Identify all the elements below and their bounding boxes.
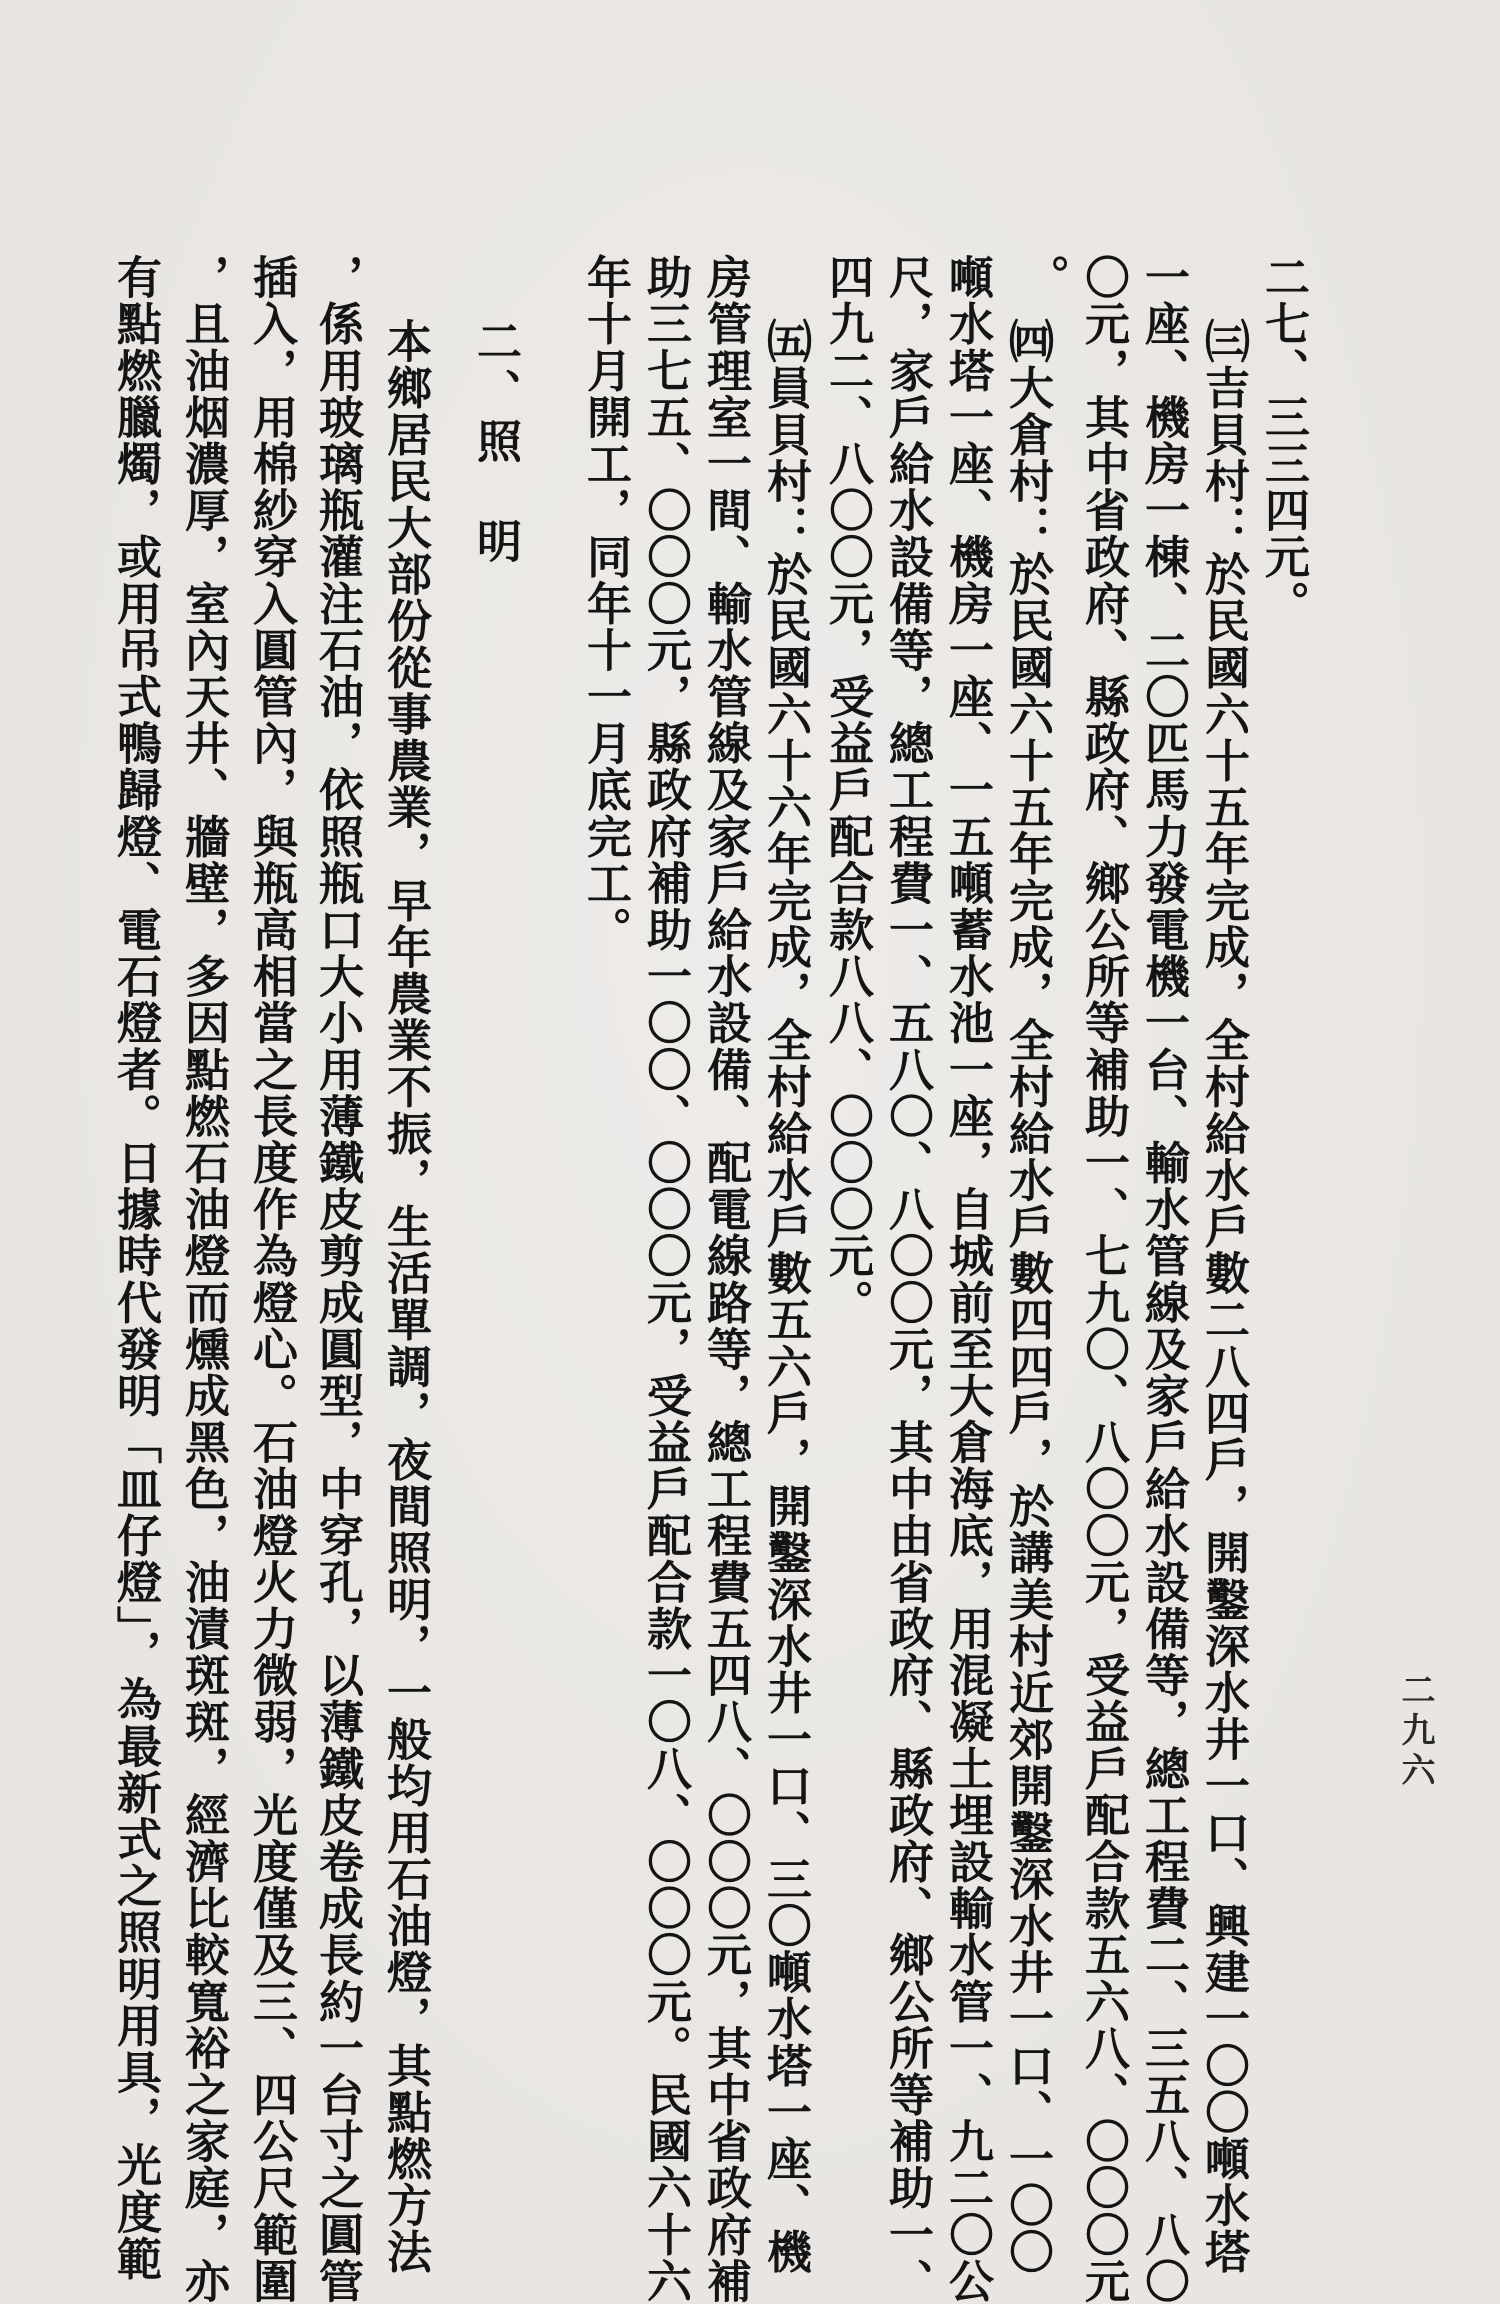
text-column-7: 噸水塔一座、機房一座、一五噸蓄水池一座，自城前至大倉海底，用混凝土埋設輸水管一、九二〇公 [941,254,994,2304]
bleed-through-text [1360,250,1400,290]
text-column-17: 插入，用棉紗穿入圓管內，與瓶高相當之長度作為燈心。石油燈火力微弱，光度僅及三、四公尺範圍 [245,254,298,2304]
text-column-18: ，且油烟濃厚，室內天井、牆壁，多因點燃石油燈而燻成黑色，油漬斑斑，經濟比較寬裕之家庭，亦 [177,254,230,2304]
text-column-9: 四九二、八〇〇元，受益戶配合款八八、〇〇〇元。 [821,254,874,1326]
text-column-6: ㈣大倉村：於民國六十五年完成，全村給水戶數四四戶，於講美村近郊開鑿深水井一口、一〇〇 [1001,318,1054,2276]
text-column-13: 年十月開工，同年十一月底完工。 [579,254,632,953]
text-column-15: 本鄉居民大部份從事農業，早年農業不振，生活單調，夜間照明，一般均用石油燈，其點燃方法 [379,318,432,2276]
text-column-19: 有點燃臘燭，或用吊式鴨歸燈、電石燈者。日據時代發明「皿仔燈」，為最新式之照明用具，光度範 [109,254,162,2282]
section-heading-lighting: 二、照 明 [469,318,522,568]
text-column-3: 一座、機房一棟、二〇匹馬力發電機一台、輸水管線及家戶給水設備等，總工程費二、三五八、八〇 [1137,254,1190,2304]
text-column-12: 助三七五、〇〇〇元，縣政府補助一〇〇、〇〇〇元，受益戶配合款一〇八、〇〇〇元。民國六十六 [639,254,692,2304]
text-column-1: 二七、三三四元。 [1257,254,1310,627]
text-column-10: ㈤員貝村：於民國六十六年完成，全村給水戶數五六戶，開鑿深水井一口、三〇噸水塔一座、機 [759,318,812,2276]
text-column-8: 尺，家戶給水設備等，總工程費一、五八〇、八〇〇元，其中由省政府、縣政府、鄉公所等補助一、 [881,254,934,2304]
text-column-2: ㈢吉貝村：於民國六十五年完成，全村給水戶數二八四戶，開鑿深水井一口、興建一〇〇噸水塔 [1197,318,1250,2276]
text-column-5: 。 [1017,254,1070,301]
text-column-16: ，係用玻璃瓶灌注石油，依照瓶口大小用薄鐵皮剪成圓型，中穿孔，以薄鐵皮卷成長約一台寸之圓管 [311,254,364,2304]
page-number: 二九六 [1395,1672,1435,1792]
text-column-11: 房管理室一間、輸水管線及家戶給水設備、配電線路等，總工程費五四八、〇〇〇元，其中省政府補 [699,254,752,2304]
text-column-4: 〇元，其中省政府、縣政府、鄉公所等補助一、七九〇、八〇〇元，受益戶配合款五六八、〇〇〇元 [1077,254,1130,2304]
